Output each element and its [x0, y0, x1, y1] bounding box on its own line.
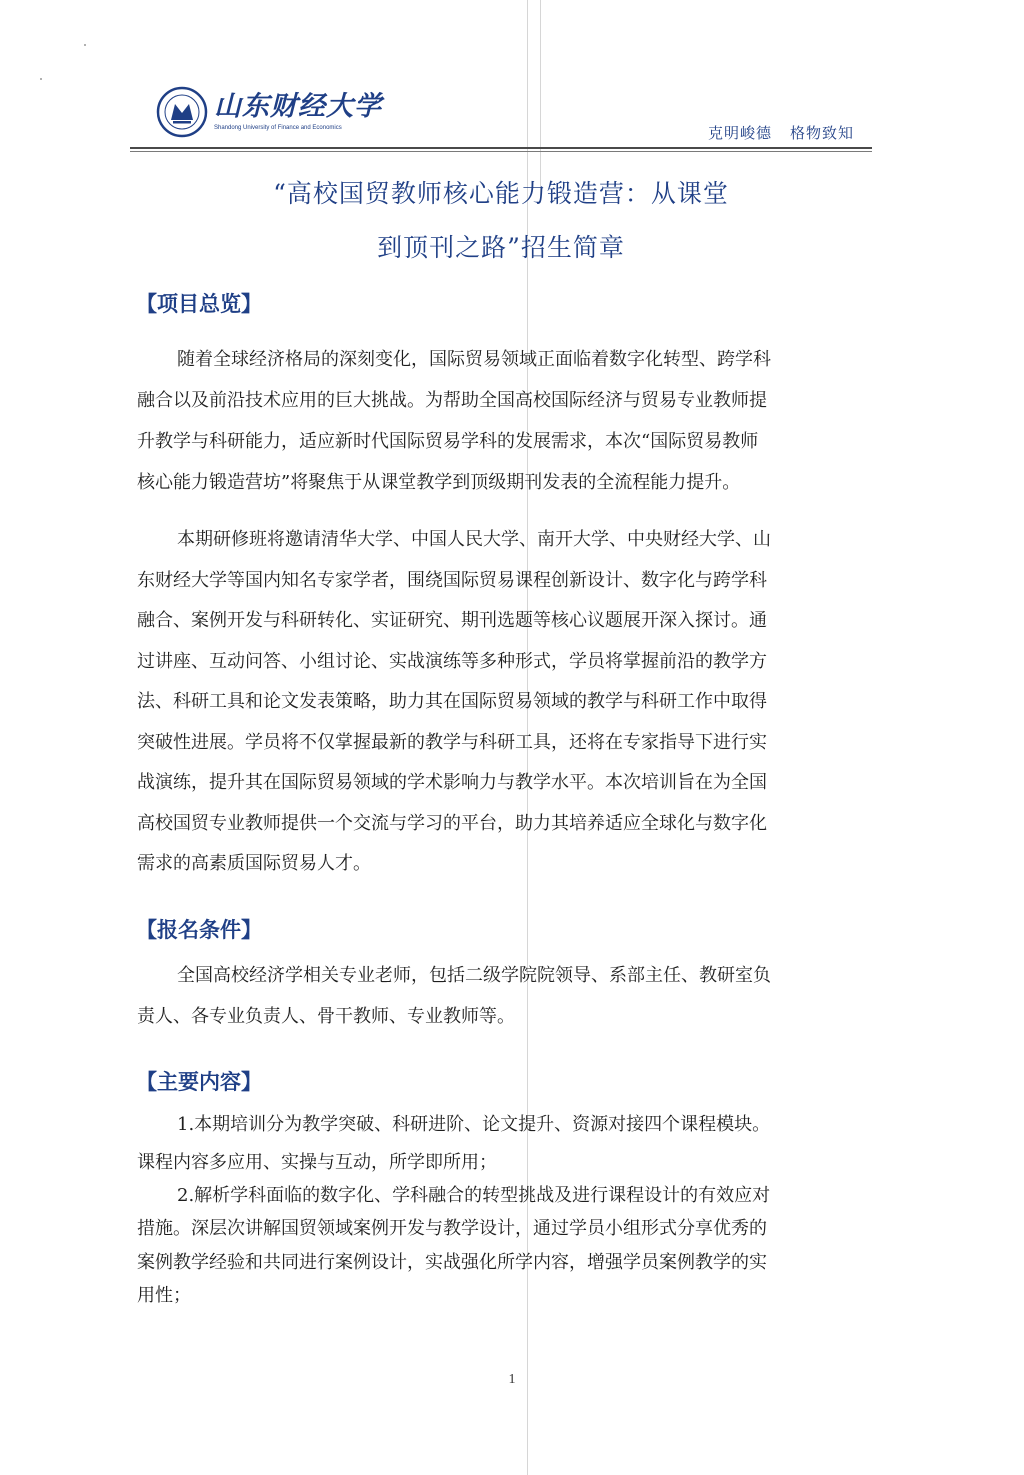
- paragraph-line: 法、科研工具和论文发表策略，助力其在国际贸易领域的教学与科研工作中取得: [137, 691, 767, 712]
- page-number: 1: [508, 1372, 516, 1387]
- paragraph-line: 升教学与科研能力，适应新时代国际贸易学科的发展需求，本次“国际贸易教师: [137, 431, 759, 452]
- paragraph-line: 高校国贸专业教师提供一个交流与学习的平台，助力其培养适应全球化与数字化: [137, 813, 767, 834]
- document-title-line-1: “高校国贸教师核心能力锻造营：从课堂: [273, 179, 729, 208]
- paragraph-line: 用性；: [137, 1285, 191, 1306]
- paragraph-line: 突破性进展。学员将不仅掌握最新的教学与科研工具，还将在专家指导下进行实: [137, 732, 767, 753]
- university-name-en: Shandong University of Finance and Economics: [214, 125, 342, 131]
- paragraph-line: 2.解析学科面临的数字化、学科融合的转型挑战及进行课程设计的有效应对: [177, 1185, 771, 1206]
- paragraph-line: 措施。深层次讲解国贸领域案例开发与教学设计，通过学员小组形式分享优秀的: [137, 1218, 767, 1239]
- paragraph-line: 全国高校经济学相关专业老师，包括二级学院院领导、系部主任、教研室负: [177, 965, 771, 986]
- paragraph-line: 本期研修班将邀请清华大学、中国人民大学、南开大学、中央财经大学、山: [177, 529, 771, 550]
- motto-part: 格物致知: [789, 124, 854, 142]
- paragraph-line: 融合、案例开发与科研转化、实证研究、期刊选题等核心议题展开深入探讨。通: [137, 610, 767, 631]
- letterhead: [130, 80, 872, 152]
- motto-part: 克明峻德: [707, 124, 772, 142]
- paragraph-line: 融合以及前沿技术应用的巨大挑战。为帮助全国高校国际经济与贸易专业教师提: [137, 390, 767, 411]
- paragraph-line: 东财经大学等国内知名专家学者，围绕国际贸易课程创新设计、数字化与跨学科: [137, 570, 767, 591]
- header-rule: [130, 151, 872, 152]
- scan-speck: [40, 78, 42, 80]
- university-motto: [708, 122, 854, 143]
- paragraph-line: 责人、各专业负责人、骨干教师、专业教师等。: [137, 1006, 515, 1027]
- paragraph-line: 1.本期培训分为教学突破、科研进阶、论文提升、资源对接四个课程模块。: [177, 1114, 771, 1135]
- header-rule: [130, 147, 872, 149]
- paragraph-line: 需求的高素质国际贸易人才。: [137, 853, 371, 874]
- paragraph-line: 课程内容多应用、实操与互动，所学即所用；: [137, 1152, 497, 1173]
- university-seal-icon: [156, 86, 208, 138]
- section-heading-requirements: 【报名条件】: [136, 918, 262, 942]
- paragraph-line: 案例教学经验和共同进行案例设计，实战强化所学内容，增强学员案例教学的实: [137, 1252, 767, 1273]
- university-logo: [156, 86, 382, 138]
- university-name-cn: 山东财经大学: [214, 91, 382, 122]
- section-heading-content: 【主要内容】: [136, 1070, 262, 1094]
- scan-speck: [84, 44, 86, 46]
- paragraph-line: 战演练，提升其在国际贸易领域的学术影响力与教学水平。本次培训旨在为全国: [137, 772, 767, 793]
- paragraph-line: 核心能力锻造营坊”将聚焦于从课堂教学到顶级期刊发表的全流程能力提升。: [137, 472, 741, 493]
- section-heading-overview: 【项目总览】: [136, 292, 262, 316]
- paragraph-line: 过讲座、互动问答、小组讨论、实战演练等多种形式，学员将掌握前沿的教学方: [137, 651, 767, 672]
- logo-wordmark: [214, 92, 382, 132]
- document-title-line-2: 到顶刊之路”招生简章: [377, 233, 625, 262]
- paragraph-line: 随着全球经济格局的深刻变化，国际贸易领域正面临着数字化转型、跨学科: [177, 349, 771, 370]
